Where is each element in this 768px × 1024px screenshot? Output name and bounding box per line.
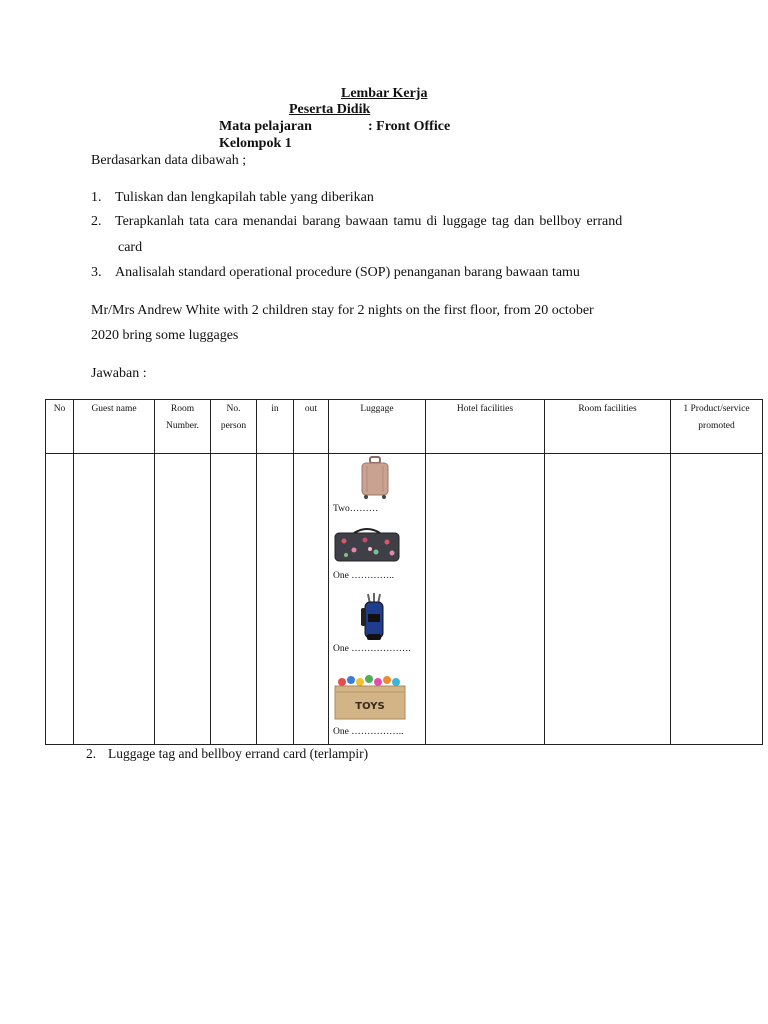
cell-guest-name — [74, 454, 155, 745]
header-guest-name: Guest name — [74, 400, 155, 454]
cell-no-person — [211, 454, 257, 745]
group-label: Kelompok 1 — [219, 136, 292, 151]
suitcase-icon — [355, 456, 395, 500]
header-luggage: Luggage — [329, 400, 426, 454]
instruction-continuation: card — [118, 240, 143, 255]
instruction-number: 3. — [91, 265, 102, 280]
header-out: out — [294, 400, 329, 454]
intro-text: Berdasarkan data dibawah ; — [91, 153, 247, 168]
worksheet-title: Lembar Kerja — [341, 86, 428, 101]
scenario-line: Mr/Mrs Andrew White with 2 children stay for 2 nights on the first floor, from 20 october — [91, 303, 594, 318]
cell-hotel-facilities — [426, 454, 545, 745]
cell-out — [294, 454, 329, 745]
footer-item-text: Luggage tag and bellboy errand card (terlampir) — [108, 746, 369, 761]
cell-room-number — [155, 454, 211, 745]
cell-in — [257, 454, 294, 745]
instruction-text: Tuliskan dan lengkapilah table yang diberikan — [115, 190, 374, 205]
header-room-number: Room Number. — [155, 400, 211, 454]
subject-label: Mata pelajaran — [219, 119, 312, 134]
subject-value: : Front Office — [368, 119, 451, 134]
cell-luggage — [329, 454, 426, 745]
instruction-text: Analisalah standard operational procedure (SOP) penanganan barang bawaan tamu — [115, 265, 580, 280]
scenario-line: 2020 bring some luggages — [91, 328, 239, 343]
table-row — [46, 454, 763, 745]
header-no: No — [46, 400, 74, 454]
golf-bag-icon — [357, 592, 391, 642]
header-no-person: No. person — [211, 400, 257, 454]
vanity-case-icon — [332, 525, 402, 565]
luggage-label: One …………….. — [333, 727, 404, 737]
cell-no — [46, 454, 74, 745]
worksheet-subtitle: Peserta Didik — [289, 102, 371, 117]
luggage-label: One ………….. — [333, 571, 394, 581]
instruction-text: Terapkanlah tata cara menandai barang bawaan tamu di luggage tag dan bellboy errand — [115, 214, 623, 229]
cell-promoted — [671, 454, 763, 745]
table-header-row — [46, 400, 763, 454]
luggage-label: One ………………. — [333, 644, 411, 654]
cell-room-facilities — [545, 454, 671, 745]
toys-box-icon — [332, 673, 408, 721]
instruction-number: 2. — [91, 214, 102, 229]
header-in: in — [257, 400, 294, 454]
header-hotel-facilities: Hotel facilities — [426, 400, 545, 454]
toys-box-text: TOYS — [355, 701, 385, 712]
footer-item-number: 2. — [86, 746, 97, 761]
header-promoted: 1 Product/service promoted — [671, 400, 763, 454]
answer-table — [45, 399, 763, 745]
answer-label: Jawaban : — [91, 366, 147, 381]
header-room-facilities: Room facilities — [545, 400, 671, 454]
luggage-label: Two……… — [333, 504, 379, 514]
instruction-number: 1. — [91, 190, 102, 205]
